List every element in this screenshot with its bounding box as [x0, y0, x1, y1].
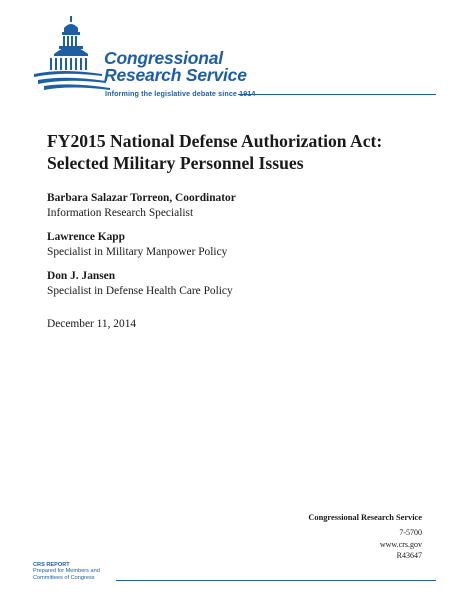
author-entry — [47, 230, 427, 259]
author-name: Barbara Salazar Torreon, Coordinator — [47, 192, 236, 204]
author-role: Information Research Specialist — [47, 206, 194, 219]
brand-name-line1: Congressional — [104, 48, 223, 68]
report-title-line2: Selected Military Personnel Issues — [47, 153, 304, 173]
publisher-meta — [308, 527, 422, 562]
brand-tagline: Informing the legislative debate since 1914 — [105, 89, 256, 98]
footer-rule — [116, 580, 436, 581]
author-role: Specialist in Military Manpower Policy — [47, 245, 228, 258]
author-list — [47, 191, 427, 308]
publisher-website[interactable]: www.crs.gov — [379, 539, 422, 549]
author-name: Don J. Jansen — [47, 270, 116, 282]
publisher-phone: 7-5700 — [399, 528, 422, 537]
author-name: Lawrence Kapp — [47, 231, 125, 243]
report-title — [47, 130, 427, 174]
crs-report-label — [33, 562, 100, 581]
capitol-dome-icon — [32, 14, 112, 94]
publisher-name: Congressional Research Service — [308, 513, 422, 522]
report-date: December 11, 2014 — [47, 318, 137, 330]
report-number: R43647 — [396, 551, 422, 560]
crs-report-line2: Committees of Congress — [33, 574, 95, 581]
report-title-line1: FY2015 National Defense Authorization Act: — [47, 131, 383, 151]
author-entry — [47, 269, 427, 298]
author-entry — [47, 191, 427, 220]
crs-report-heading: CRS REPORT — [33, 562, 70, 568]
crs-report-line1: Prepared for Members and — [33, 568, 100, 575]
publisher-block — [308, 512, 422, 562]
brand-name-line2: Research Service — [104, 65, 247, 85]
header-rule — [238, 94, 436, 95]
crs-logo — [32, 14, 442, 104]
brand-name — [104, 50, 247, 84]
author-role: Specialist in Defense Health Care Policy — [47, 284, 233, 297]
